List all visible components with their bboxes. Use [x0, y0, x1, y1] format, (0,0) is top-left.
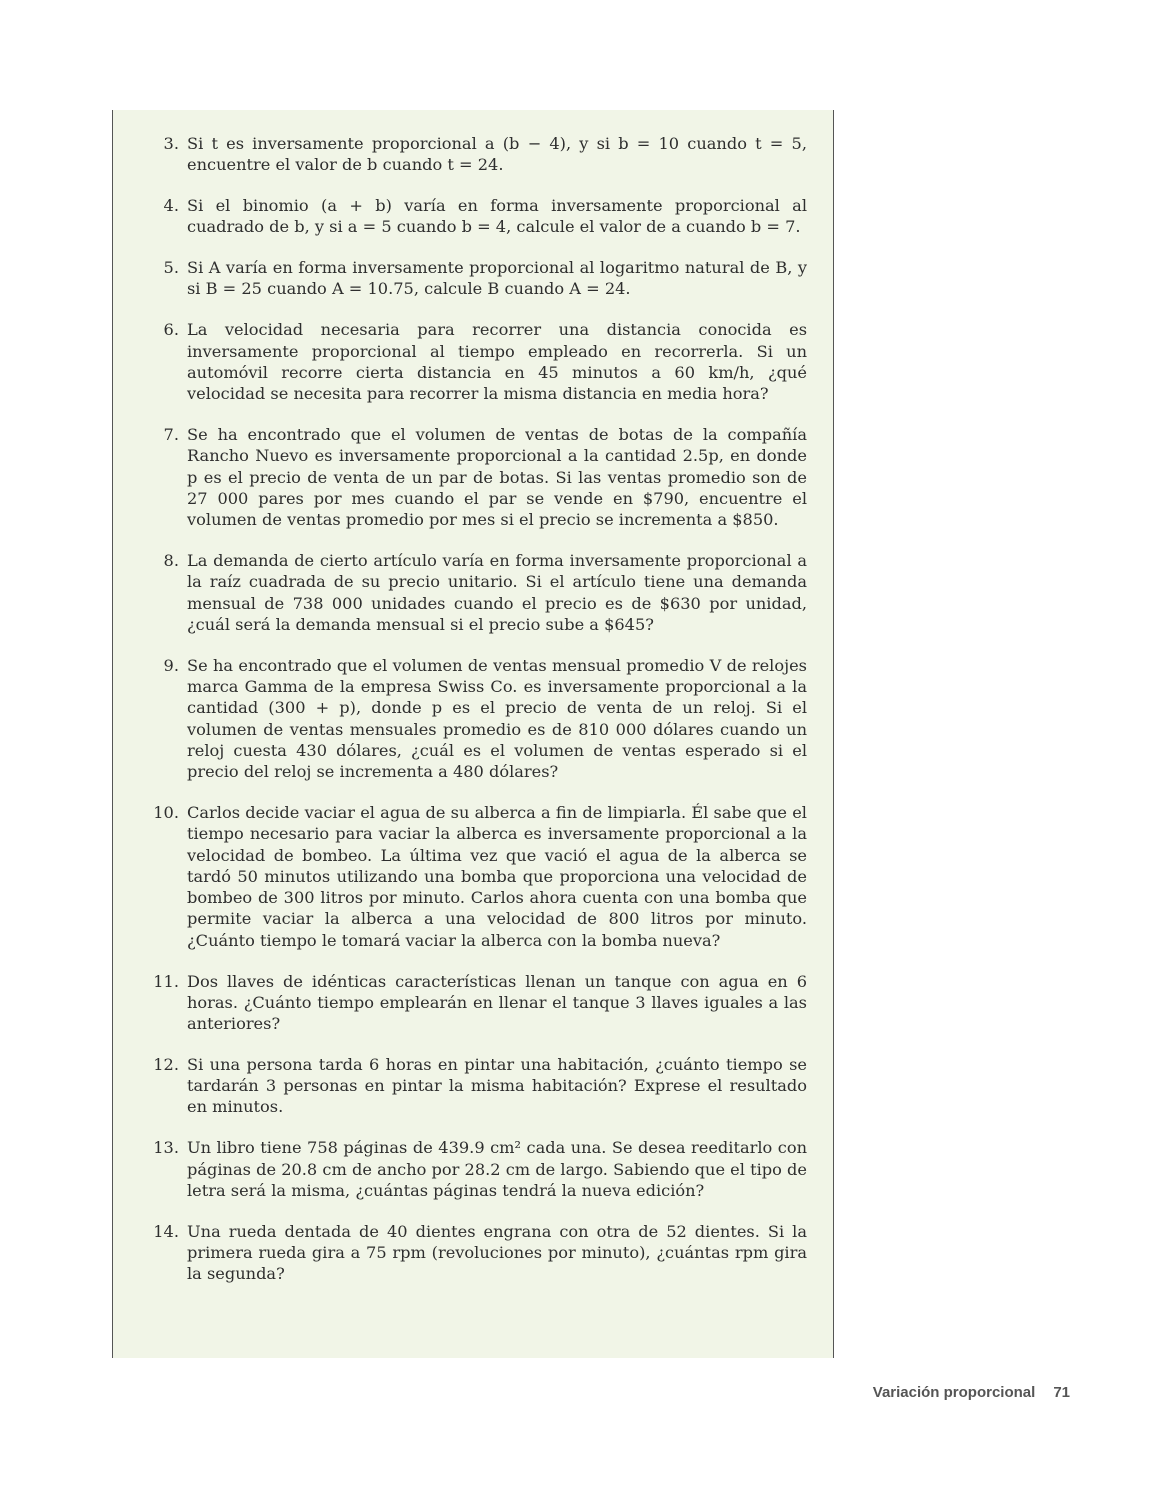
- page-footer: [873, 1384, 1070, 1401]
- exercise-text: La demanda de cierto artículo varía en forma inversamente proporcional a la raíz cuadrada de su precio unitario. Si el artículo tiene una demanda mensual de 738 000 unidades cuando el precio es de $630 por unidad, ¿cuál será la demanda mensual si el precio sube a $645?: [187, 550, 807, 634]
- exercise-text: Se ha encontrado que el volumen de ventas mensual promedio V de relojes marca Gamma de la empresa Swiss Co. es inversamente proporcional a la cantidad (300 + p), donde p es el precio de venta de un reloj. Si el volumen de ventas mensuales promedio es de 810 000 dólares cuando un reloj cuesta 430 dólares, ¿cuál es el volumen de ventas esperado si el precio del reloj se incrementa a 480 dólares?: [187, 655, 807, 782]
- exercise-number: 10.: [153, 802, 179, 822]
- exercise-number: 5.: [163, 258, 179, 278]
- exercise-text: Si A varía en forma inversamente proporcional al logaritmo natural de B, y si B = 25 cuando A = 10.75, calcule B cuando A = 24.: [187, 258, 807, 299]
- exercise-text: Si t es inversamente proporcional a (b − 4), y si b = 10 cuando t = 5, encuentre el valor de b cuando t = 24.: [187, 134, 807, 175]
- exercise-item: [153, 319, 807, 404]
- exercise-item: [153, 195, 807, 238]
- exercise-text: Carlos decide vaciar el agua de su alberca a fin de limpiarla. Él sabe que el tiempo necesario para vaciar la alberca es inversamente proporcional a la velocidad de bombeo. La última vez que vació el agua de la alberca se tardó 50 minutos utilizando una bomba que proporciona una velocidad de bombeo de 300 litros por minuto. Carlos ahora cuenta con una bomba que permite vaciar la alberca a una velocidad de 800 litros por minuto. ¿Cuánto tiempo le tomará vaciar la alberca con la bomba nueva?: [187, 802, 807, 950]
- page-number: 71: [1053, 1384, 1070, 1401]
- exercise-panel: [112, 110, 834, 1358]
- exercise-item: [153, 971, 807, 1035]
- section-title: Variación proporcional: [872, 1384, 1036, 1401]
- exercise-list: [153, 133, 807, 1285]
- exercise-number: 7.: [163, 424, 179, 444]
- exercise-item: [153, 655, 807, 783]
- exercise-item: [153, 1221, 807, 1285]
- exercise-item: [153, 802, 807, 951]
- exercise-number: 3.: [163, 134, 179, 153]
- exercise-item: [153, 257, 807, 300]
- exercise-text: Un libro tiene 758 páginas de 439.9 cm² cada una. Se desea reeditarlo con páginas de 20.8 cm de ancho por 28.2 cm de largo. Sabiendo que el tipo de letra será la misma, ¿cuántas páginas tendrá la nueva edición?: [187, 1138, 807, 1200]
- exercise-number: 9.: [163, 655, 179, 675]
- exercise-item: [153, 1054, 807, 1118]
- exercise-text: Una rueda dentada de 40 dientes engrana con otra de 52 dientes. Si la primera rueda gira a 75 rpm (revoluciones por minuto), ¿cuántas rpm gira la segunda?: [187, 1221, 807, 1284]
- exercise-number: 8.: [163, 550, 179, 570]
- exercise-text: Si el binomio (a + b) varía en forma inversamente proporcional al cuadrado de b, y si a = 5 cuando b = 4, calcule el valor de a cuando b = 7.: [187, 196, 807, 237]
- exercise-text: Si una persona tarda 6 horas en pintar una habitación, ¿cuánto tiempo se tardarán 3 personas en pintar la misma habitación? Exprese el resultado en minutos.: [187, 1054, 807, 1117]
- exercise-number: 12.: [153, 1054, 179, 1074]
- exercise-item: [153, 1137, 807, 1201]
- exercise-number: 6.: [163, 320, 179, 340]
- exercise-item: [153, 550, 807, 635]
- exercise-item: [153, 424, 807, 530]
- exercise-item: [153, 133, 807, 176]
- exercise-number: 4.: [163, 196, 179, 216]
- exercise-number: 11.: [153, 971, 179, 991]
- exercise-text: Se ha encontrado que el volumen de ventas de botas de la compañía Rancho Nuevo es inversamente proporcional a la cantidad 2.5p, en donde p es el precio de venta de un par de botas. Si las ventas promedio son de 27 000 pares por mes cuando el par se vende en $790, encuentre el volumen de ventas promedio por mes si el precio se incrementa a $850.: [187, 424, 807, 530]
- exercise-text: La velocidad necesaria para recorrer una distancia conocida es inversamente proporcional al tiempo empleado en recorrerla. Si un automóvil recorre cierta distancia en 45 minutos a 60 km/h, ¿qué velocidad se necesita para recorrer la misma distancia en media hora?: [187, 320, 807, 404]
- exercise-text: Dos llaves de idénticas características llenan un tanque con agua en 6 horas. ¿Cuánto tiempo emplearán en llenar el tanque 3 llaves iguales a las anteriores?: [187, 971, 807, 1034]
- exercise-number: 13.: [153, 1138, 179, 1158]
- exercise-number: 14.: [153, 1221, 179, 1241]
